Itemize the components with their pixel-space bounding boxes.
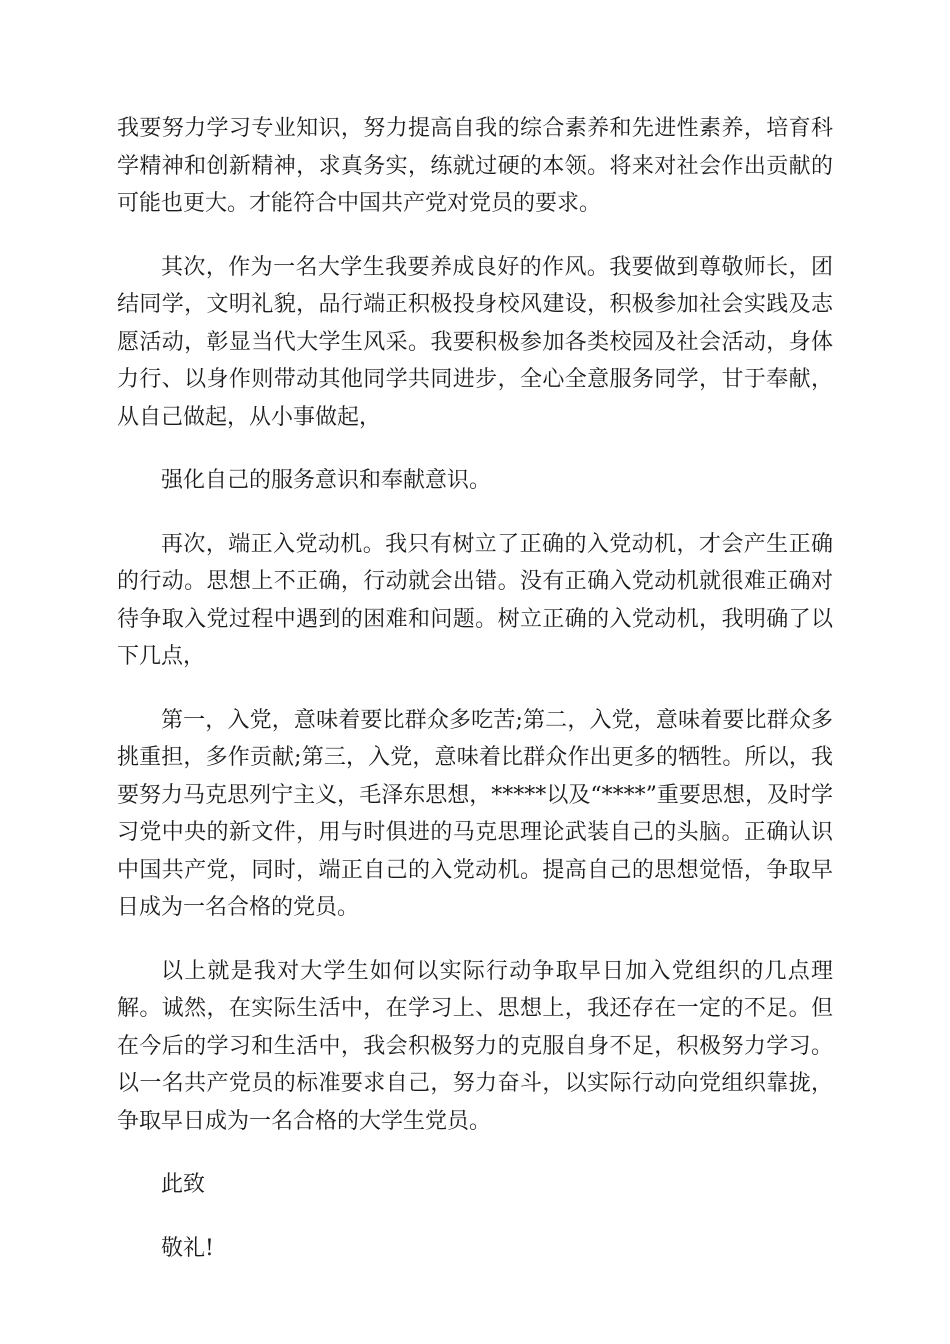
closing-regards: 敬礼!	[161, 1235, 214, 1261]
paragraph-conduct: 其次，作为一名大学生我要养成良好的作风。我要做到尊敬师长，团结同学，文明礼貌，品行端正积极投身校风建设，积极参加社会实践及志愿活动，彰显当代大学生风采。我要积极参加各类校园及社会活动，身体力行、以身作则带动其他同学共同进步，全心全意服务同学，甘于奉献，从自己做起，从小事做起，	[117, 254, 833, 430]
paragraph-service: 强化自己的服务意识和奉献意识。	[161, 468, 492, 493]
paragraph-motivation: 再次，端正入党动机。我只有树立了正确的入党动机，才会产生正确的行动。思想上不正确，行动就会出错。没有正确入党动机就很难正确对待争取入党过程中遇到的困难和问题。树立正确的入党动机，我明确了以下几点，	[117, 531, 833, 669]
document-page	[117, 110, 833, 1293]
paragraph-points: 第一，入党，意味着要比群众多吃苦;第二，入党，意味着要比群众多挑重担，多作贡献;第三，入党，意味着比群众作出更多的牺牲。所以，我要努力马克思列宁主义，毛泽东思想，*****以及“****”重要思想，及时学习党中央的新文件，用与时俱进的马克思理论武装自己的头脑。正确认识中国共产党，同时，端正自己的入党动机。提高自己的思想觉悟，争取早日成为一名合格的党员。	[117, 707, 833, 920]
paragraph-study: 我要努力学习专业知识，努力提高自我的综合素养和先进性素养，培育科学精神和创新精神，求真务实，练就过硬的本领。将来对社会作出贡献的可能也更大。才能符合中国共产党对党员的要求。	[117, 116, 833, 216]
paragraph-conclusion: 以上就是我对大学生如何以实际行动争取早日加入党组织的几点理解。诚然，在实际生活中，在学习上、思想上，我还存在一定的不足。但在今后的学习和生活中，我会积极努力的克服自身不足，积极努力学习。以一名共产党员的标准要求自己，努力奋斗，以实际行动向党组织靠拢，争取早日成为一名合格的大学生党员。	[117, 958, 833, 1134]
closing-salutation: 此致	[161, 1172, 206, 1197]
